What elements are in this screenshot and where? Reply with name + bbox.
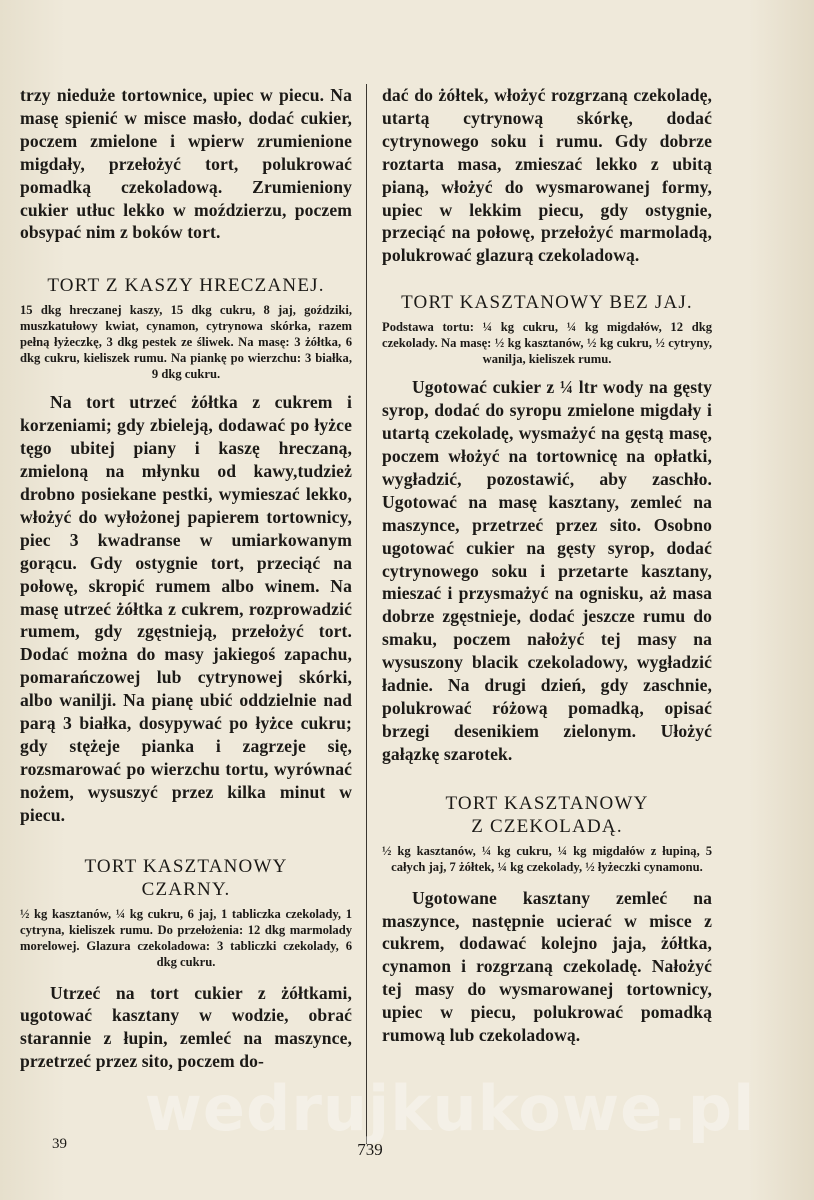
ingredients-kasza-hreczana: 15 dkg hreczanej kaszy, 15 dkg cukru, 8 jaj, goździki, muszkatułowy kwiat, cynamon, cytrynowa skórka, razem pełną łyżeczkę, 3 dkg pestek ze śliwek. Na masę: 3 żółtka, 6 dkg cukru, kieliszek rumu. Na piankę po wierzchu: 3 białka, 9 dkg cukru. — [20, 303, 352, 382]
recipe-title-kasztanowy-czekolada-2: Z CZEKOLADĄ. — [471, 815, 623, 837]
recipe-title-kasza-hreczana: TORT Z KASZY HRECZANEJ. — [47, 275, 325, 297]
right-column — [382, 84, 712, 1047]
signature-number: 39 — [52, 1136, 67, 1152]
intro-paragraph: trzy nieduże tortownice, upiec w piecu. Na masę spienić w misce masło, dodać cukier, poczem zmielone i wpierw zrumienione migdały, przełożyć tort, polukrować pomadką czekoladową. Zrumieniony cukier utłuc lekko w moździerzu, poczem obsypać nim z boków tort. — [20, 85, 352, 243]
method-kasza-hreczana: Na tort utrzeć żółtka z cukrem i korzeniami; gdy zbieleją, dodawać po łyżce tęgo ubitej piany i kaszę hreczaną, zmieloną na młynku od kawy,tudzież drobno posiekane pestki, wymieszać lekko, włożyć do wyłożonej papierem tortownicy, piec 3 kwadranse w umiarkowanym gorącu. Gdy ostygnie tort, przeciąć na połowę, skropić rumem albo winem. Na masę utrzeć żółtka z cukrem, rozprowadzić rumem, gdy zgęstnieją, przełożyć tort. Dodać można do masy jakiegoś zapachu, pomarańczowej lub cytrynowej skórki, albo wanilji. Na pianę ubić oddzielnie nad parą 3 białka, dosypywać po łyżce cukru; gdy stężeje pianka i zagrzeje się, rozsmarować po wierzchu tortu, wyrównać nożem, wysuszyć przez kilka minut w piecu. — [20, 392, 352, 825]
watermark: wedrujkukowe.pl — [144, 1072, 756, 1145]
continued-paragraph: dać do żółtek, włożyć rozgrzaną czekoladę, utartą cytrynową skórkę, dodać cytrynowego soku i rumu. Gdy dobrze roztarta masa, zmieszać lekko z ubitą pianą, włożyć do wysmarowanej formy, upiec w lekkim piecu, gdy ostygnie, przeciąć na połowę, przełożyć marmoladą, polukrować glazurą czekoladową. — [382, 85, 712, 266]
recipe-title-kasztanowy-czarny-1: TORT KASZTANOWY — [84, 855, 288, 877]
ingredients-kasztanowy-czarny: ½ kg kasztanów, ¼ kg cukru, 6 jaj, 1 tabliczka czekolady, 1 cytryna, kieliszek rumu. Do przełożenia: 12 dkg marmolady morelowej. Glazura czekoladowa: 3 tabliczki czekolady, 6 dkg cukru. — [20, 906, 352, 969]
left-column — [20, 84, 352, 1073]
ingredients-kasztanowy-czekolada: ½ kg kasztanów, ¼ kg cukru, ¼ kg migdałów z łupiną, 5 całych jaj, 7 żółtek, ¼ kg czekolady, ½ łyżeczki cynamonu. — [382, 843, 712, 874]
recipe-title-kasztanowy-bez-jaj: TORT KASZTANOWY BEZ JAJ. — [401, 292, 693, 314]
recipe-title-kasztanowy-czekolada-1: TORT KASZTANOWY — [445, 792, 649, 814]
method-kasztanowy-czekolada: Ugotowane kasztany zemleć na maszynce, następnie ucierać w misce z cukrem, dodawać kolejno jaja, żółtka, cynamon i rozgrzaną czekoladę. Nałożyć tej masy do wysmarowanej tortownicy, upiec w piecu, polukrować pomadką rumową lub czekoladową. — [382, 887, 712, 1046]
method-kasztanowy-czarny: Utrzeć na tort cukier z żółtkami, ugotować kasztany w wodzie, obrać starannie z łupin, zemleć na maszynce, przetrzeć przez sito, poczem do- — [20, 982, 352, 1072]
ingredients-kasztanowy-bez-jaj: Podstawa tortu: ¼ kg cukru, ¼ kg migdałów, 12 dkg czekolady. Na masę: ½ kg kasztanów, ½ kg cukru, ½ cytryny, wanilja, kieliszek rumu. — [382, 320, 712, 367]
column-divider — [366, 84, 367, 1144]
page-number: 739 — [357, 1140, 383, 1159]
recipe-title-kasztanowy-czarny-2: CZARNY. — [141, 878, 231, 900]
method-kasztanowy-bez-jaj: Ugotować cukier z ¼ ltr wody na gęsty syrop, dodać do syropu zmielone migdały i utartą czekoladę, wysmażyć na gęstą masę, poczem włożyć na tortownicę na opłatki, wygładzić, pozostawić, aby zaschło. Ugotować na masę kasztany, zemleć na maszynce, przetrzeć przez sito. Osobno ugotować cukier na gęsty syrop, dodać cytrynowego soku i przetarte kasztany, mieszać i przysmażyć na ognisku, aż masa dobrze zgęstnieje, dodać jeszcze rumu do smaku, poczem nałożyć tej masy na wysuszony blacik czekoladowy, wygładzić ładnie. Na drugi dzień, gdy zaschnie, polukrować różową pomadką, opisać brzegi desenikiem zielonym. Ułożyć gałązkę szarotek. — [382, 377, 712, 764]
